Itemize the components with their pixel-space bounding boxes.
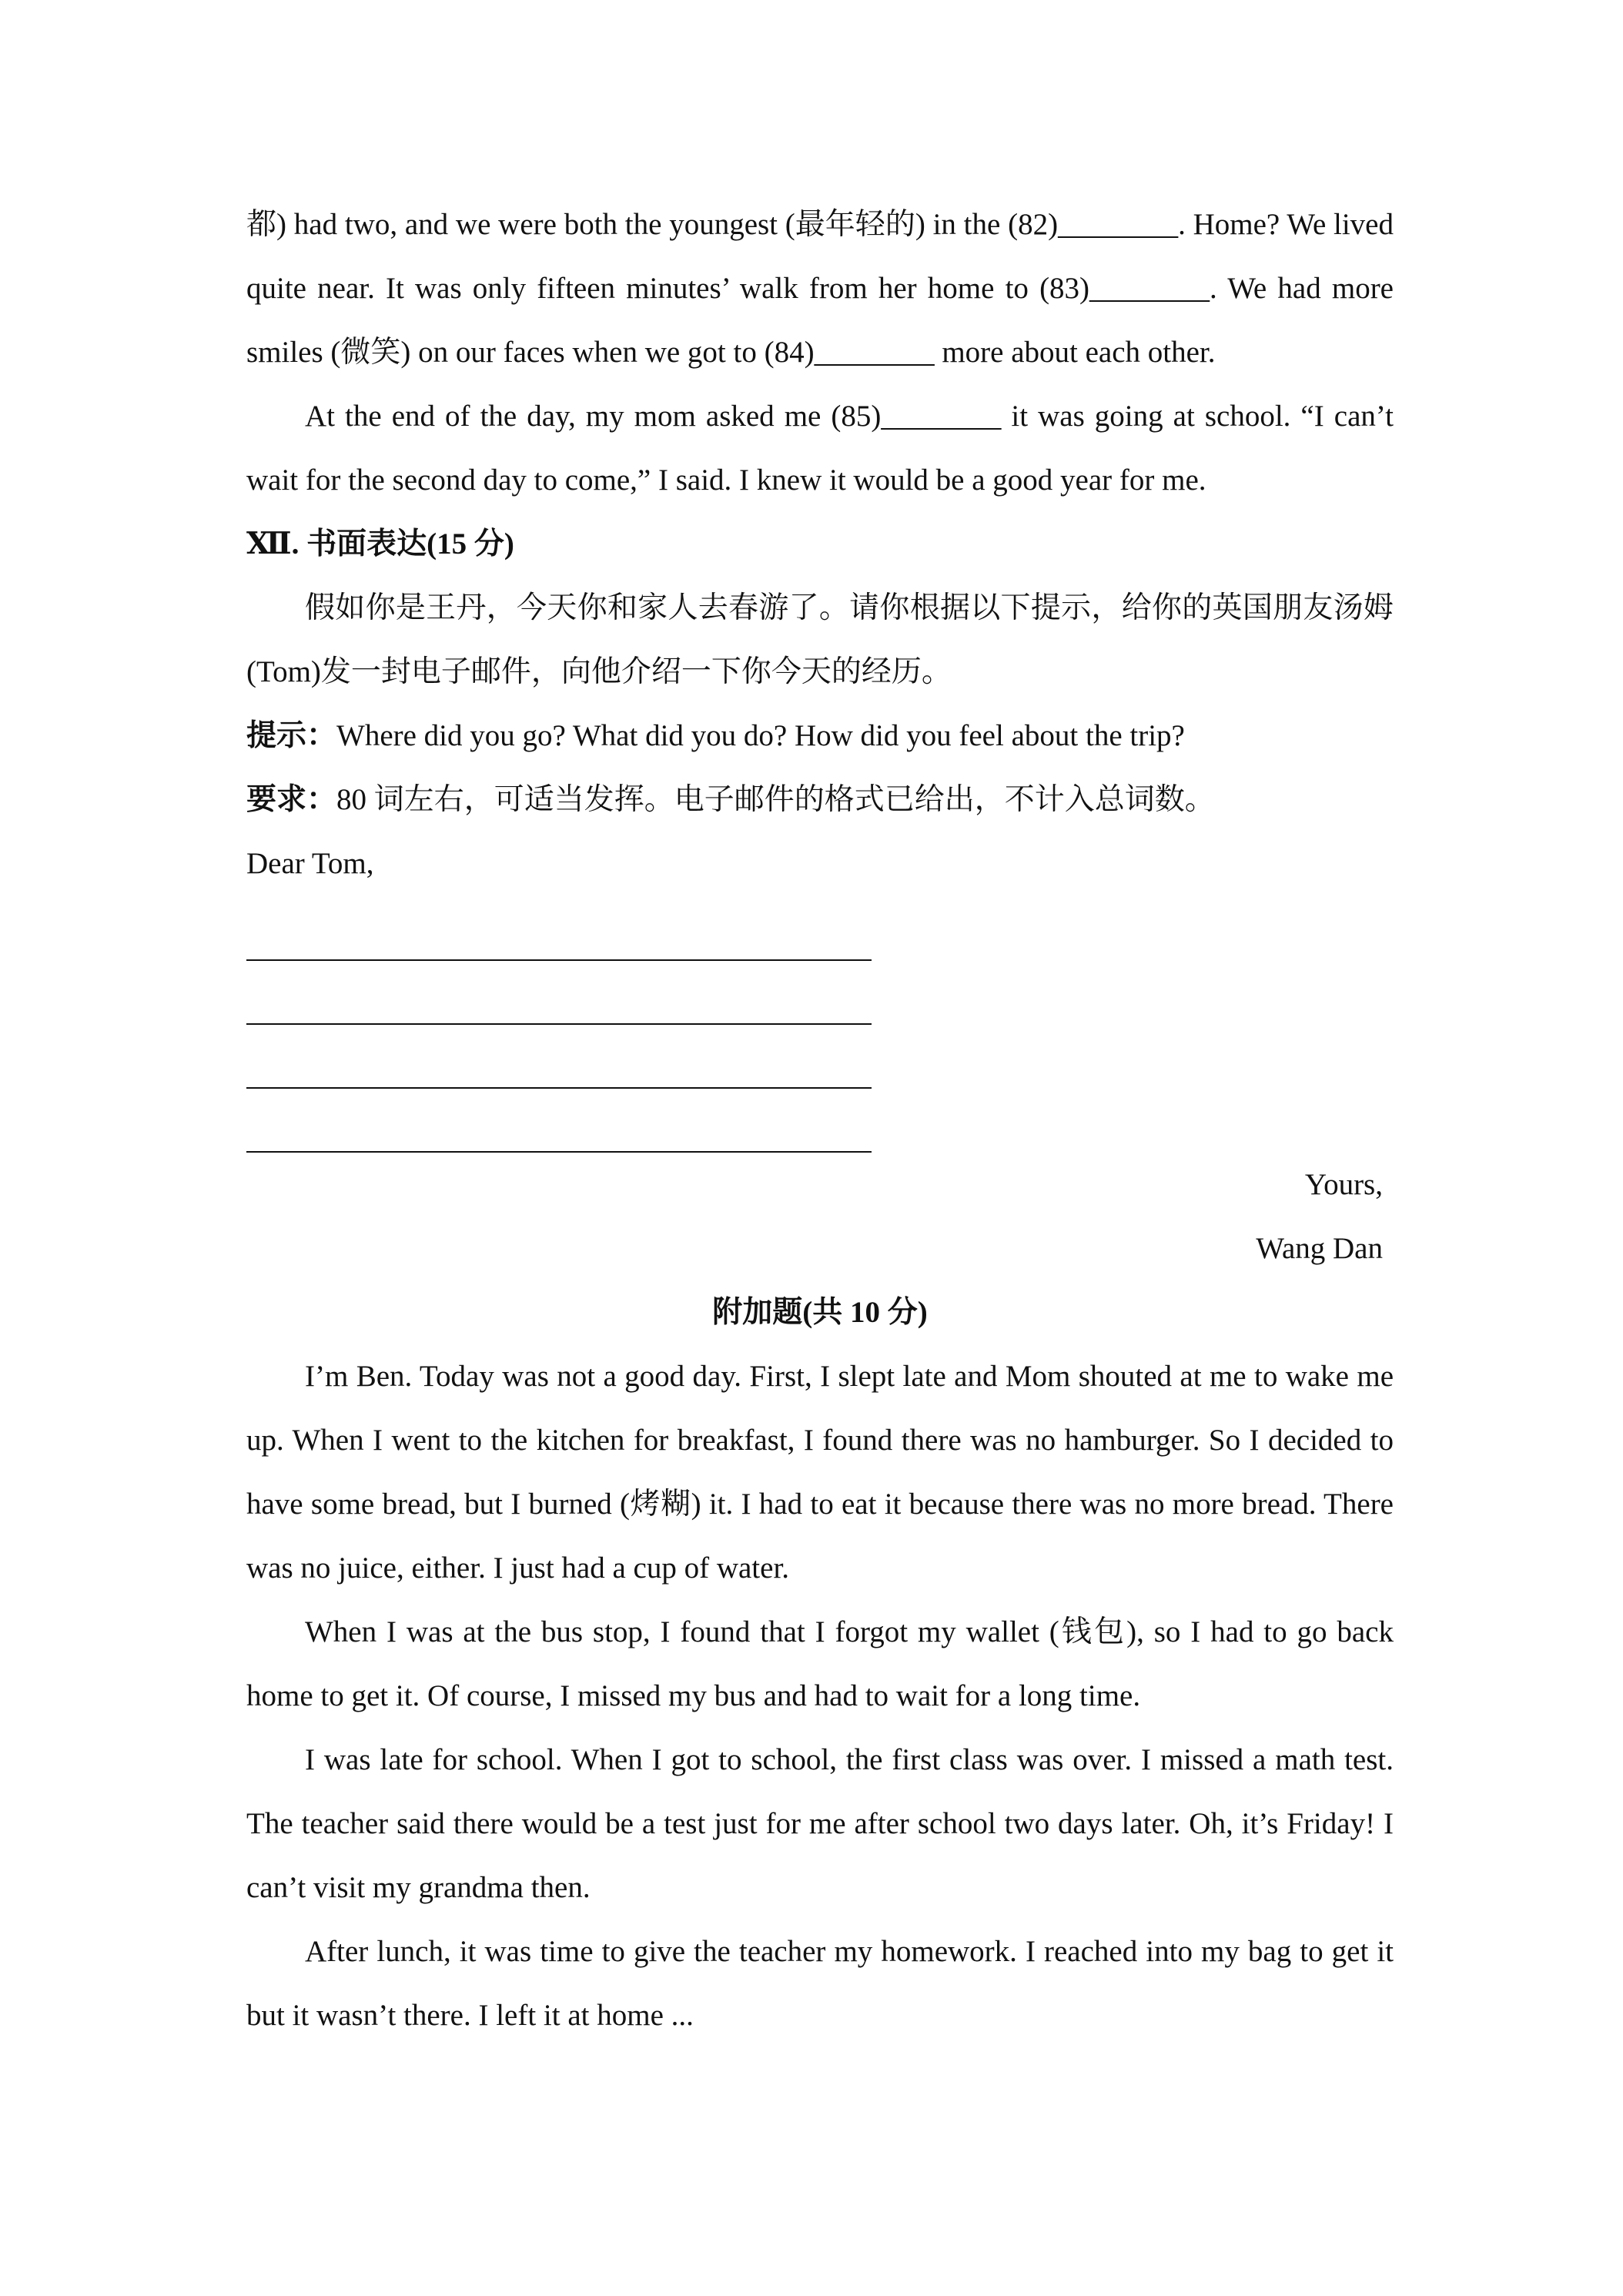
bonus-paragraph: I was late for school. When I got to school, the first class was over. I missed a math test. The teacher said there would be a test just for me after school two days later. Oh, it’s Friday! I can’t visit my grandma then. xyxy=(246,1743,1394,1904)
passage-paragraph: 都) had two, and we were both the youngest (最年轻的) in the (82)________. Home? We lived quite near. It was only fifteen minutes’ walk from her home to (83)________. We had more smiles (微笑) on our faces when we got to (84)________ more about each other. xyxy=(246,208,1394,369)
requirement-text: 80 词左右，可适当发挥。电子邮件的格式已给出，不计入总词数。 xyxy=(336,783,1215,816)
answer-line xyxy=(246,897,872,961)
bonus-paragraph: I’m Ben. Today was not a good day. First, I slept late and Mom shouted at me to wake me up. When I went to the kitchen for breakfast, I found there was no hamburger. So I decided to have some bread, but I burned (烤糊) it. I had to eat it because there was no more bread. There was no juice, either. I just had a cup of water. xyxy=(246,1360,1394,1585)
writing-hint xyxy=(246,704,1394,768)
answer-line xyxy=(246,961,872,1025)
exam-page xyxy=(246,192,1394,2047)
email-signature: Wang Dan xyxy=(1256,1232,1383,1265)
email-closing: Yours, xyxy=(1304,1168,1383,1201)
answer-line xyxy=(246,1089,872,1153)
writing-answer-area xyxy=(246,895,1394,1153)
writing-instruction: 假如你是王丹，今天你和家人去春游了。请你根据以下提示，给你的英国朋友汤姆(Tom)发一封电子邮件，向他介绍一下你今天的经历。 xyxy=(246,591,1394,688)
bonus-paragraph: After lunch, it was time to give the teacher my homework. I reached into my bag to get it but it wasn’t there. I left it at home ... xyxy=(246,1935,1394,2032)
hint-text: Where did you go? What did you do? How did you feel about the trip? xyxy=(336,719,1185,752)
email-salutation: Dear Tom, xyxy=(246,847,374,880)
requirement-label: 要求： xyxy=(246,783,337,816)
writing-section-heading: Ⅻ. 书面表达(15 分) xyxy=(246,527,514,561)
answer-line xyxy=(246,1025,872,1089)
passage-paragraph: At the end of the day, my mom asked me (85)________ it was going at school. “I can’t wait for the second day to come,” I said. I knew it would be a good year for me. xyxy=(246,400,1394,497)
bonus-paragraph: When I was at the bus stop, I found that I forgot my wallet (钱包), so I had to go back home to get it. Of course, I missed my bus and had to wait for a long time. xyxy=(246,1615,1394,1712)
hint-label: 提示： xyxy=(246,719,337,752)
bonus-section-title: 附加题(共 10 分) xyxy=(712,1296,928,1329)
writing-requirement xyxy=(246,768,1394,832)
